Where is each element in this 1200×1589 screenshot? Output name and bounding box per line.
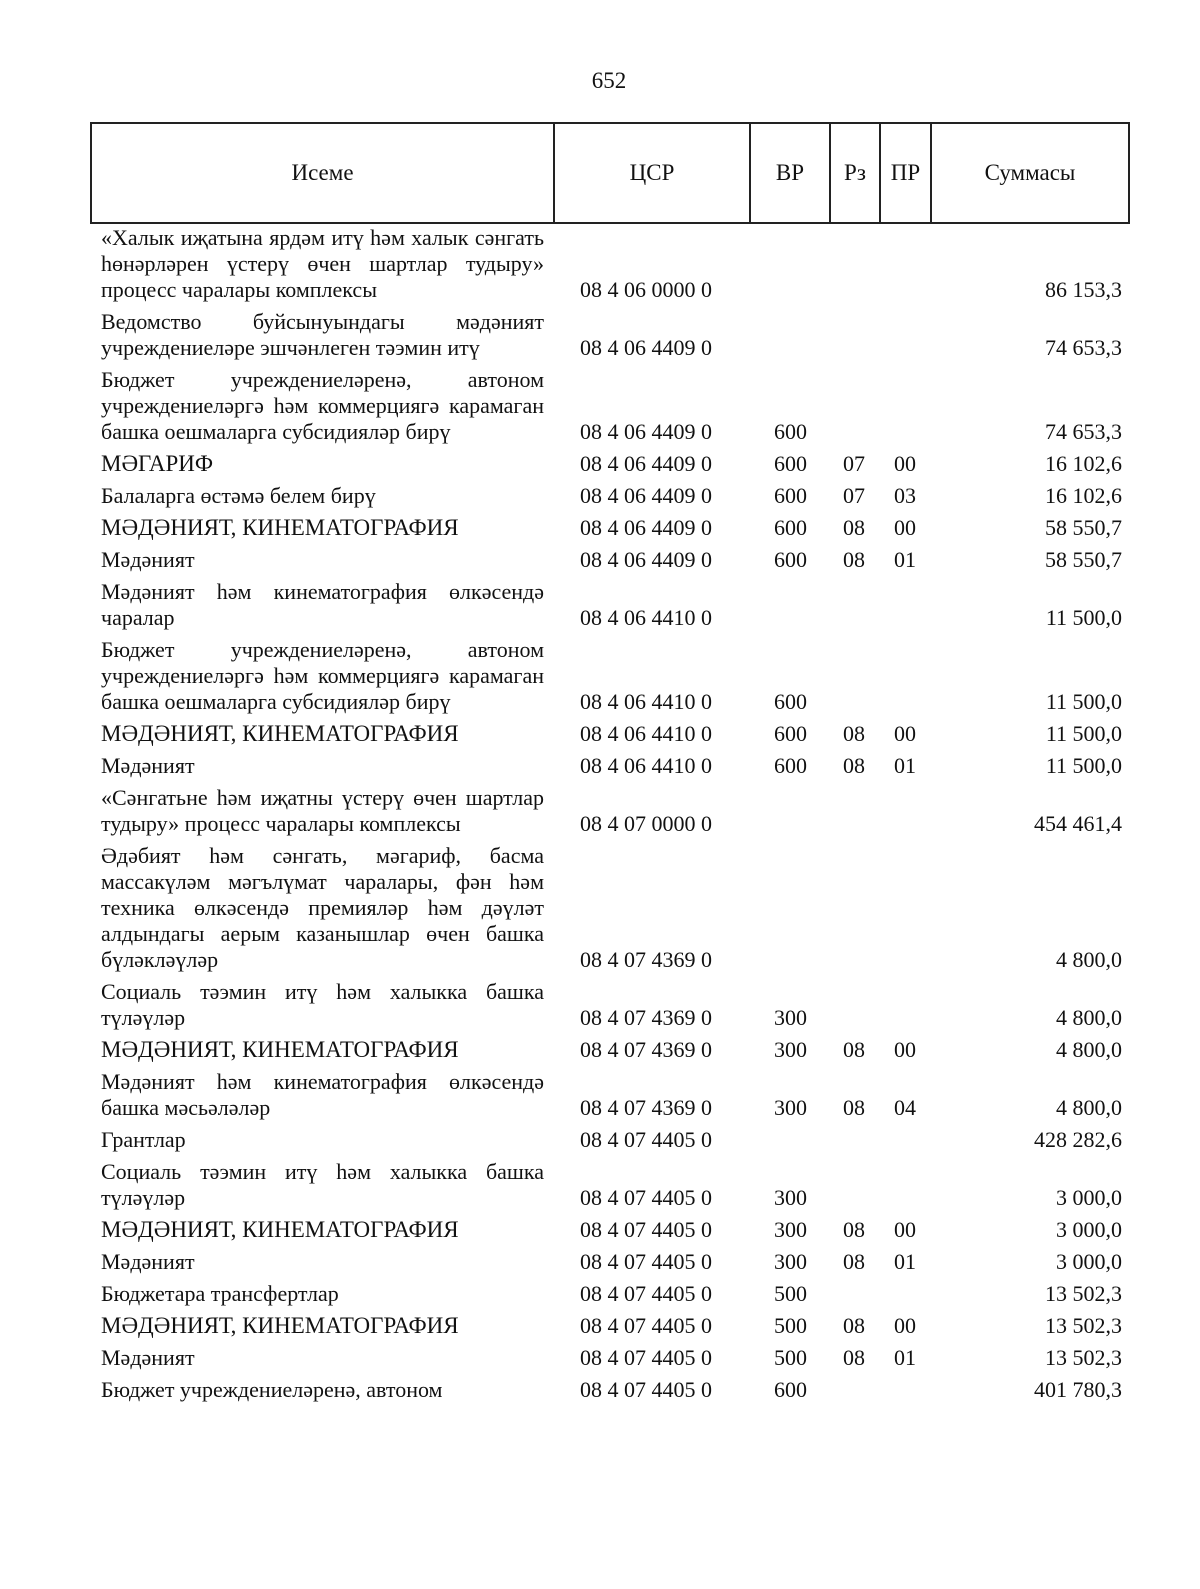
- row-pr: 04: [894, 1095, 916, 1120]
- table-row: [0, 483, 1200, 515]
- row-vr: 300: [774, 1005, 807, 1030]
- table-row: [0, 515, 1200, 547]
- row-sum: 16 102,6: [1045, 451, 1122, 476]
- row-sum: 13 502,3: [1045, 1281, 1122, 1306]
- row-sum: 11 500,0: [1045, 689, 1122, 714]
- row-rz: 08: [843, 515, 865, 540]
- row-vr: 500: [774, 1313, 807, 1338]
- row-name: МӘДӘНИЯТ, КИНЕМАТОГРАФИЯ: [101, 1313, 459, 1338]
- table-row: [0, 1377, 1200, 1409]
- table-row: [0, 225, 1200, 309]
- row-name: МӘДӘНИЯТ, КИНЕМАТОГРАФИЯ: [101, 1037, 459, 1062]
- row-name: Бюджет учреждениеләренә, автоном: [101, 1377, 443, 1402]
- row-pr: 01: [894, 547, 916, 572]
- row-sum: 4 800,0: [1056, 1037, 1122, 1062]
- row-vr: 300: [774, 1217, 807, 1242]
- row-sum: 3 000,0: [1056, 1217, 1122, 1242]
- row-csr: 08 4 07 4405 0: [580, 1313, 712, 1338]
- table-row: [0, 785, 1200, 843]
- table-header: [90, 122, 1130, 224]
- row-csr: 08 4 06 4409 0: [580, 515, 712, 540]
- header-csr: ЦСР: [554, 123, 750, 223]
- row-name: «Халык иҗатына ярдәм итү һәм халык сәнгать һөнәрләрен үстерү өчен шартлар тудыру» процесс чаралары комплексы: [101, 225, 544, 302]
- row-name: «Сәнгатьне һәм иҗатны үстерү өчен шартлар тудыру» процесс чаралары комплексы: [101, 785, 544, 836]
- row-csr: 08 4 06 4409 0: [580, 483, 712, 508]
- row-name: Бюджетара трансфертлар: [101, 1281, 339, 1306]
- row-rz: 08: [843, 547, 865, 572]
- row-sum: 3 000,0: [1056, 1185, 1122, 1210]
- row-rz: 08: [843, 1313, 865, 1338]
- row-vr: 300: [774, 1037, 807, 1062]
- header-pr: ПР: [880, 123, 931, 223]
- row-rz: 08: [843, 1249, 865, 1274]
- table-row: [0, 753, 1200, 785]
- row-name: МӘДӘНИЯТ, КИНЕМАТОГРАФИЯ: [101, 1217, 459, 1242]
- row-vr: 600: [774, 547, 807, 572]
- table-row: [0, 579, 1200, 637]
- row-csr: 08 4 07 4405 0: [580, 1345, 712, 1370]
- row-sum: 13 502,3: [1045, 1345, 1122, 1370]
- row-sum: 428 282,6: [1034, 1127, 1122, 1152]
- row-vr: 500: [774, 1345, 807, 1370]
- row-pr: 00: [894, 1037, 916, 1062]
- row-sum: 74 653,3: [1045, 419, 1122, 444]
- row-sum: 58 550,7: [1045, 515, 1122, 540]
- table-body: [0, 225, 1200, 1409]
- row-name: Балаларга өстәмә белем бирү: [101, 483, 376, 508]
- header-vr: ВР: [750, 123, 830, 223]
- row-name: МӘДӘНИЯТ, КИНЕМАТОГРАФИЯ: [101, 515, 459, 540]
- row-name: Социаль тәэмин итү һәм халыкка башка түләүләр: [101, 979, 544, 1030]
- row-name: Социаль тәэмин итү һәм халыкка башка түләүләр: [101, 1159, 544, 1210]
- table-row: [0, 721, 1200, 753]
- row-csr: 08 4 07 4405 0: [580, 1377, 712, 1402]
- row-vr: 300: [774, 1185, 807, 1210]
- table-row: [0, 547, 1200, 579]
- row-vr: 600: [774, 515, 807, 540]
- row-vr: 600: [774, 419, 807, 444]
- row-sum: 11 500,0: [1045, 753, 1122, 778]
- row-vr: 600: [774, 483, 807, 508]
- row-csr: 08 4 07 4369 0: [580, 1037, 712, 1062]
- row-csr: 08 4 07 4405 0: [580, 1281, 712, 1306]
- table-row: [0, 1069, 1200, 1127]
- row-csr: 08 4 07 4369 0: [580, 1095, 712, 1120]
- table-row: [0, 451, 1200, 483]
- row-vr: 300: [774, 1095, 807, 1120]
- row-csr: 08 4 06 4409 0: [580, 547, 712, 572]
- table-row: [0, 1217, 1200, 1249]
- row-name: Мәдәният: [101, 1345, 195, 1370]
- row-rz: 08: [843, 721, 865, 746]
- table-row: [0, 1249, 1200, 1281]
- row-csr: 08 4 06 4410 0: [580, 689, 712, 714]
- row-csr: 08 4 06 4409 0: [580, 451, 712, 476]
- header-rz: Рз: [830, 123, 880, 223]
- row-csr: 08 4 07 4405 0: [580, 1185, 712, 1210]
- row-pr: 00: [894, 451, 916, 476]
- row-pr: 03: [894, 483, 916, 508]
- row-csr: 08 4 06 4409 0: [580, 419, 712, 444]
- row-name: Мәдәният һәм кинематография өлкәсендә башка мәсьәләләр: [101, 1069, 544, 1120]
- row-pr: 00: [894, 1217, 916, 1242]
- row-sum: 401 780,3: [1034, 1377, 1122, 1402]
- table-row: [0, 1037, 1200, 1069]
- row-csr: 08 4 06 4410 0: [580, 605, 712, 630]
- row-csr: 08 4 06 4409 0: [580, 335, 712, 360]
- row-name: Бюджет учреждениеләренә, автоном учреждениеләргә һәм коммерциягә карамаган башка оешмаларга субсидияләр бирү: [101, 367, 544, 444]
- row-rz: 08: [843, 1217, 865, 1242]
- row-name: Әдәбият һәм сәнгать, мәгариф, басма массакүләм мәгълүмат чаралары, фән һәм техника өлкәсендә премияләр һәм дәүләт алдындагы аерым казанышлар өчен башка бүләкләүләр: [101, 843, 544, 972]
- row-sum: 11 500,0: [1045, 605, 1122, 630]
- row-rz: 08: [843, 1037, 865, 1062]
- row-pr: 01: [894, 1345, 916, 1370]
- row-csr: 08 4 07 4405 0: [580, 1249, 712, 1274]
- table-row: [0, 979, 1200, 1037]
- row-sum: 11 500,0: [1045, 721, 1122, 746]
- row-rz: 07: [843, 483, 865, 508]
- row-rz: 08: [843, 1095, 865, 1120]
- row-sum: 4 800,0: [1056, 1095, 1122, 1120]
- row-sum: 74 653,3: [1045, 335, 1122, 360]
- row-rz: 07: [843, 451, 865, 476]
- row-sum: 86 153,3: [1045, 277, 1122, 302]
- row-name: Мәдәният: [101, 1249, 195, 1274]
- row-csr: 08 4 06 4410 0: [580, 721, 712, 746]
- row-rz: 08: [843, 1345, 865, 1370]
- row-sum: 16 102,6: [1045, 483, 1122, 508]
- table-row: [0, 367, 1200, 451]
- row-name: МӘГАРИФ: [101, 451, 214, 476]
- header-name: Исеме: [91, 123, 554, 223]
- row-vr: 600: [774, 451, 807, 476]
- table-row: [0, 637, 1200, 721]
- row-csr: 08 4 07 4405 0: [580, 1127, 712, 1152]
- row-pr: 00: [894, 515, 916, 540]
- table-row: [0, 309, 1200, 367]
- row-sum: 4 800,0: [1056, 947, 1122, 972]
- row-csr: 08 4 07 4369 0: [580, 947, 712, 972]
- row-csr: 08 4 06 0000 0: [580, 277, 712, 302]
- row-csr: 08 4 06 4410 0: [580, 753, 712, 778]
- row-name: Мәдәният: [101, 753, 195, 778]
- table-row: [0, 1345, 1200, 1377]
- row-sum: 4 800,0: [1056, 1005, 1122, 1030]
- row-pr: 00: [894, 721, 916, 746]
- row-vr: 600: [774, 721, 807, 746]
- row-csr: 08 4 07 0000 0: [580, 811, 712, 836]
- row-sum: 58 550,7: [1045, 547, 1122, 572]
- page-number: 652: [591, 68, 627, 93]
- row-pr: 00: [894, 1313, 916, 1338]
- row-name: МӘДӘНИЯТ, КИНЕМАТОГРАФИЯ: [101, 721, 459, 746]
- table-row: [0, 843, 1200, 979]
- table-row: [0, 1127, 1200, 1159]
- table-row: [0, 1281, 1200, 1313]
- row-sum: 454 461,4: [1034, 811, 1122, 836]
- row-name: Ведомство буйсынуындагы мәдәният учреждениеләре эшчәнлеген тәэмин итү: [101, 309, 544, 360]
- row-name: Грантлар: [101, 1127, 186, 1152]
- row-vr: 600: [774, 689, 807, 714]
- row-name: Бюджет учреждениеләренә, автоном учреждениеләргә һәм коммерциягә карамаган башка оешмаларга субсидияләр бирү: [101, 637, 544, 714]
- row-vr: 600: [774, 1377, 807, 1402]
- row-vr: 300: [774, 1249, 807, 1274]
- row-sum: 13 502,3: [1045, 1313, 1122, 1338]
- row-pr: 01: [894, 753, 916, 778]
- row-vr: 600: [774, 753, 807, 778]
- table-row: [0, 1159, 1200, 1217]
- row-csr: 08 4 07 4405 0: [580, 1217, 712, 1242]
- table-row: [0, 1313, 1200, 1345]
- row-vr: 500: [774, 1281, 807, 1306]
- row-name: Мәдәният һәм кинематография өлкәсендә чаралар: [101, 579, 544, 630]
- row-pr: 01: [894, 1249, 916, 1274]
- row-sum: 3 000,0: [1056, 1249, 1122, 1274]
- row-rz: 08: [843, 753, 865, 778]
- row-csr: 08 4 07 4369 0: [580, 1005, 712, 1030]
- header-sum: Суммасы: [931, 123, 1129, 223]
- row-name: Мәдәният: [101, 547, 195, 572]
